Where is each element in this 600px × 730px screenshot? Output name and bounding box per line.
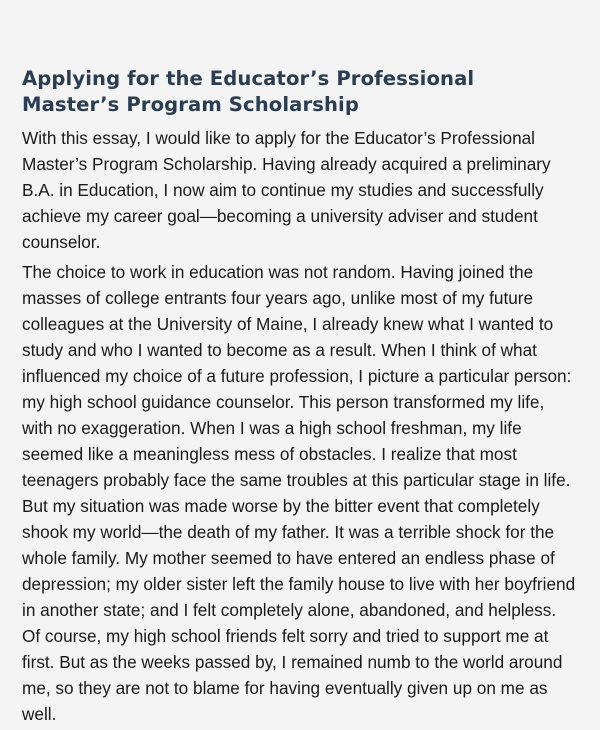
- body-paragraph: The choice to work in education was not random. Having joined the masses of college entrants four years ago, unlike most of my future colleagues at the University of Maine, I already knew what I wanted to study and who I wanted to become as a result. When I think of what influenced my choice of a future profession, I picture a particular person: my high school guidance counselor. This person transformed my life, with no exaggeration. When I was a high school freshman, my life seemed like a meaningless mess of obstacles. I realize that most teenagers probably face the same troubles at this particular stage in life. But my situation was made worse by the bitter event that completely shook my world—the death of my father. It was a terrible shock for the whole family. My mother seemed to have entered an endless phase of depression; my older sister left the family house to live with her boyfriend in another state; and I felt completely alone, abandoned, and helpless. Of course, my high school friends felt sorry and tried to support me at first. But as the weeks passed by, I remained numb to the world around me, so they are not to blame for having eventually given up on me as well.: [22, 262, 576, 724]
- page-title: Applying for the Educator’s Professional Master’s Program Scholarship: [22, 67, 475, 116]
- intro-paragraph: With this essay, I would like to apply for the Educator’s Professional Master’s Program Scholarship. Having already acquired a preliminary B.A. in Education, I now aim to continue my studies and successfully achieve my career goal—becoming a university adviser and student counselor.: [22, 128, 551, 252]
